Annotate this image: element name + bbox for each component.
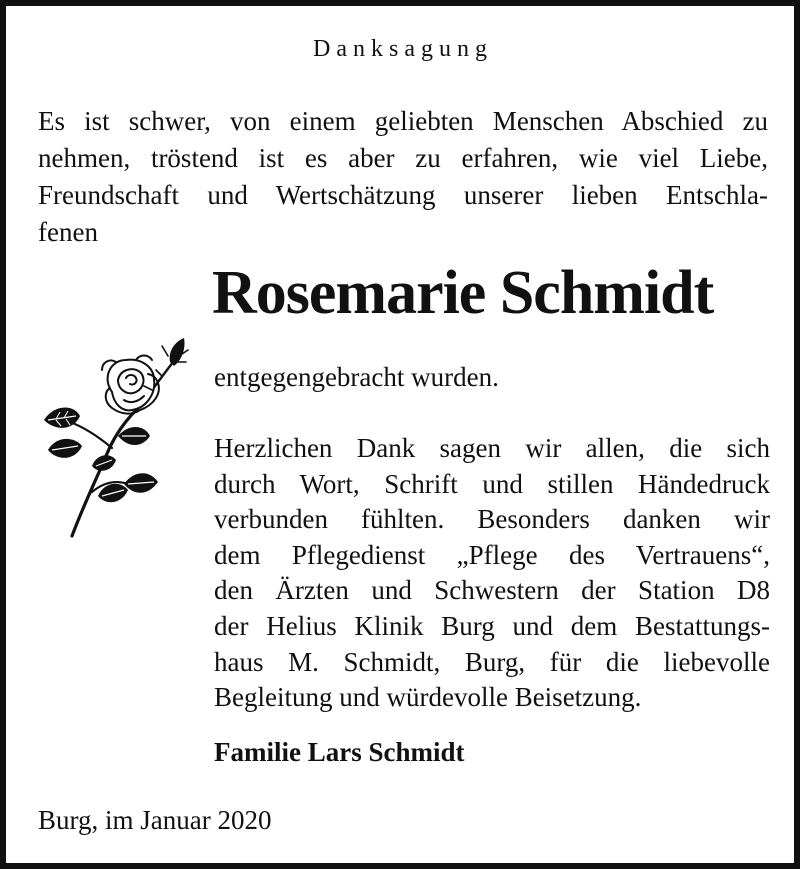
deceased-name: Rosemarie Schmidt <box>212 259 714 327</box>
place-and-date: Burg, im Januar 2020 <box>38 805 272 835</box>
thanks-line: haus M. Schmidt, Burg, für die liebevolle <box>214 646 770 677</box>
intro-line: fenen <box>38 217 98 247</box>
rose-illustration-icon <box>40 332 194 538</box>
thanks-line: Herzlichen Dank sagen wir allen, die sich <box>214 433 770 463</box>
intro-line: Freundschaft und Wertschätzung unserer lieben Entschla- <box>38 180 768 210</box>
thanks-paragraph <box>214 431 770 716</box>
thanks-line: durch Wort, Schrift und stillen Händedruck <box>214 468 770 499</box>
thanks-line: der Helius Klinik Burg und dem Bestattungs- <box>214 610 770 641</box>
intro-line: nehmen, tröstend ist es aber zu erfahren, wie viel Liebe, <box>38 143 768 173</box>
notice-heading: Danksagung <box>313 36 493 62</box>
intro-paragraph <box>38 103 768 251</box>
family-signature: Familie Lars Schmidt <box>214 737 465 767</box>
thanks-line: den Ärzten und Schwestern der Station D8 <box>214 575 770 606</box>
intro-line: Es ist schwer, von einem geliebten Menschen Abschied zu <box>38 106 768 136</box>
thanks-line: dem Pflegedienst „Pflege des Vertrauens“, <box>214 539 770 570</box>
continuation-text: entgegengebracht wurden. <box>214 362 499 392</box>
thanks-line: verbunden fühlten. Besonders danken wir <box>214 504 770 535</box>
thanks-line: Begleitung und würdevolle Beisetzung. <box>214 682 642 713</box>
